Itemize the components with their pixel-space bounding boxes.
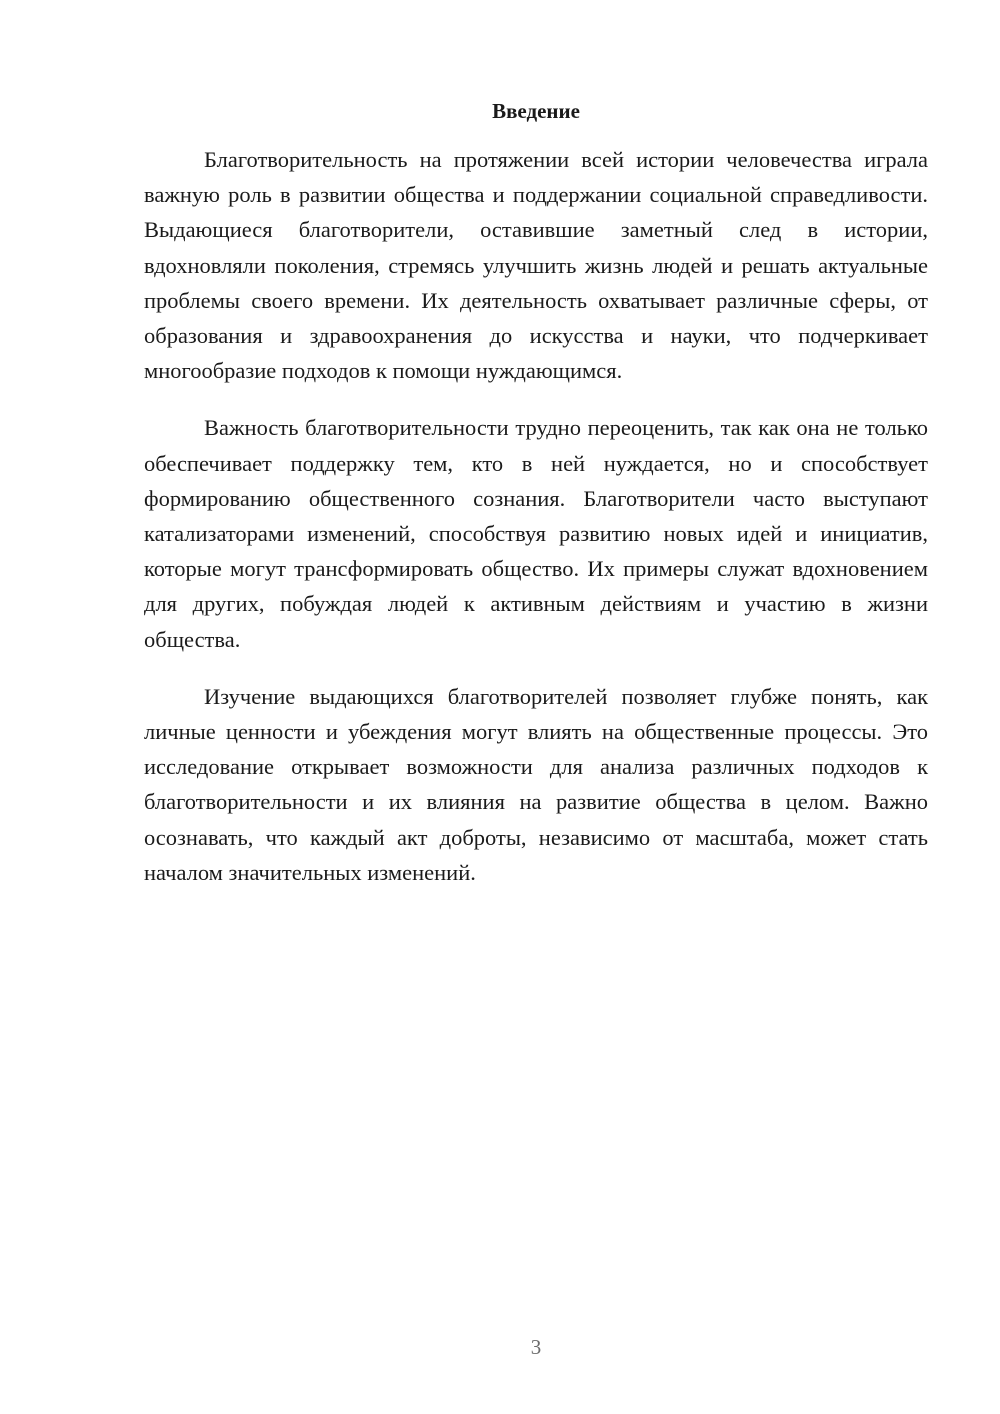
body-text	[144, 142, 928, 912]
paragraph-2: Важность благотворительности трудно переоценить, так как она не только обеспечивает поддержку тем, кто в ней нуждается, но и способствует формированию общественного сознания. Благотворители часто выступают катализаторами изменений, способствуя развитию новых идей и инициатив, которые могут трансформировать общество. Их примеры служат вдохновением для других, побуждая людей к активным действиям и участию в жизни общества.	[144, 415, 928, 652]
paragraph-3: Изучение выдающихся благотворителей позволяет глубже понять, как личные ценности и убеждения могут влиять на общественные процессы. Это исследование открывает возможности для анализа различных подходов к благотворительности и их влияния на развитие общества в целом. Важно осознавать, что каждый акт доброты, независимо от масштаба, может стать началом значительных изменений.	[144, 683, 928, 885]
section-heading: Введение	[492, 99, 580, 123]
paragraph-1: Благотворительность на протяжении всей истории человечества играла важную роль в развитии общества и поддержании социальной справедливости. Выдающиеся благотворители, оставившие заметный след в истории, вдохновляли поколения, стремясь улучшить жизнь людей и решать актуальные проблемы своего времени. Их деятельность охватывает различные сферы, от образования и здравоохранения до искусства и науки, что подчеркивает многообразие подходов к помощи нуждающимся.	[144, 147, 928, 384]
page-number: 3	[530, 1335, 542, 1359]
